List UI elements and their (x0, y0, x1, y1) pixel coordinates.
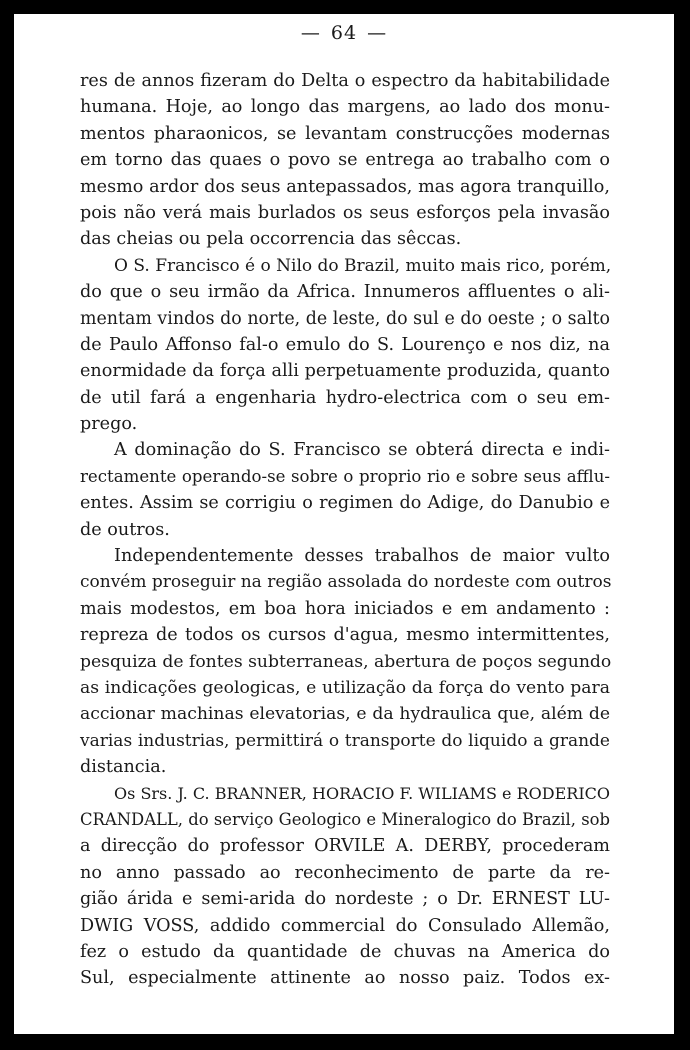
text-line: DWIG VOSS, addido commercial do Consulado Allemão, (80, 915, 610, 936)
paragraph (80, 543, 610, 781)
text-line: res de annos fizeram do Delta o espectro da habitabilidade (80, 71, 610, 91)
text-line: varias industrias, permittirá o transporte do liquido a grande (80, 730, 610, 751)
page-number: 64 (330, 22, 358, 44)
book-page (14, 14, 674, 1034)
paragraph (80, 437, 610, 543)
text-line: de util fará a engenharia hydro-electrica com o seu em- (80, 387, 610, 408)
dash-left: — (300, 22, 321, 44)
text-line: mais modestos, em boa hora iniciados e em andamento : (80, 598, 610, 619)
text-line: humana. Hoje, ao longo das margens, ao lado dos monu- (80, 97, 610, 118)
text-line: pesquiza de fontes subterraneas, abertura de poços segundo (80, 651, 612, 672)
text-line: mentam vindos do norte, de leste, do sul e do oeste ; o salto (80, 308, 610, 329)
paragraph (80, 781, 610, 992)
text-line: CRANDALL, do serviço Geologico e Mineralogico do Brazil, sob (80, 809, 610, 829)
paragraph (80, 253, 610, 438)
dash-right: — (367, 22, 388, 44)
text-line: das cheias ou pela occorrencia das sêccas. (80, 229, 462, 250)
text-line: as indicações geologicas, e utilização da força do vento para (80, 677, 610, 698)
text-line: convém proseguir na região assolada do nordeste com outros (80, 572, 612, 593)
text-line: Os Srs. J. C. BRANNER, HORACIO F. WILIAMS e RODERICO (114, 783, 610, 803)
text-line: enormidade da força alli perpetuamente produzida, quanto (80, 361, 610, 382)
text-line: mesmo ardor dos seus antepassados, mas agora tranquillo, (80, 176, 610, 197)
text-line: pois não verá mais burlados os seus esforços pela invasão (80, 202, 610, 223)
text-line: Independentemente desses trabalhos de maior vulto (114, 546, 610, 567)
text-line: em torno das quaes o povo se entrega ao trabalho com o (80, 150, 610, 171)
text-line: O S. Francisco é o Nilo do Brazil, muito mais rico, porém, (114, 255, 612, 276)
text-line: distancia. (80, 757, 167, 778)
text-line: do que o seu irmão da Africa. Innumeros affluentes o ali- (80, 282, 610, 303)
text-line: repreza de todos os cursos d'agua, mesmo intermittentes, (80, 625, 610, 646)
text-line: a direcção do professor ORVILE A. DERBY, procederam (80, 836, 610, 857)
text-line: de outros. (80, 519, 170, 540)
text-line: Sul, especialmente attinente ao nosso paiz. Todos ex- (80, 968, 610, 989)
text-line: prego. (80, 414, 138, 435)
text-line: de Paulo Affonso fal-o emulo do S. Lourenço e nos diz, na (80, 334, 610, 355)
paragraph (80, 68, 610, 253)
body-text (80, 68, 610, 992)
text-line: fez o estudo da quantidade de chuvas na America do (80, 941, 610, 962)
text-line: accionar machinas elevatorias, e da hydraulica que, além de (80, 704, 610, 725)
text-line: entes. Assim se corrigiu o regimen do Adige, do Danubio e (80, 493, 610, 514)
text-line: gião árida e semi-arida do nordeste ; o Dr. ERNEST LU- (80, 889, 610, 910)
text-line: A dominação do S. Francisco se obterá directa e indi- (114, 440, 610, 461)
page-number-header (14, 22, 674, 44)
text-line: rectamente operando-se sobre o proprio rio e sobre seus afflu- (80, 466, 610, 486)
text-line: mentos pharaonicos, se levantam construcções modernas (80, 123, 610, 144)
text-line: no anno passado ao reconhecimento de parte da re- (80, 862, 610, 883)
